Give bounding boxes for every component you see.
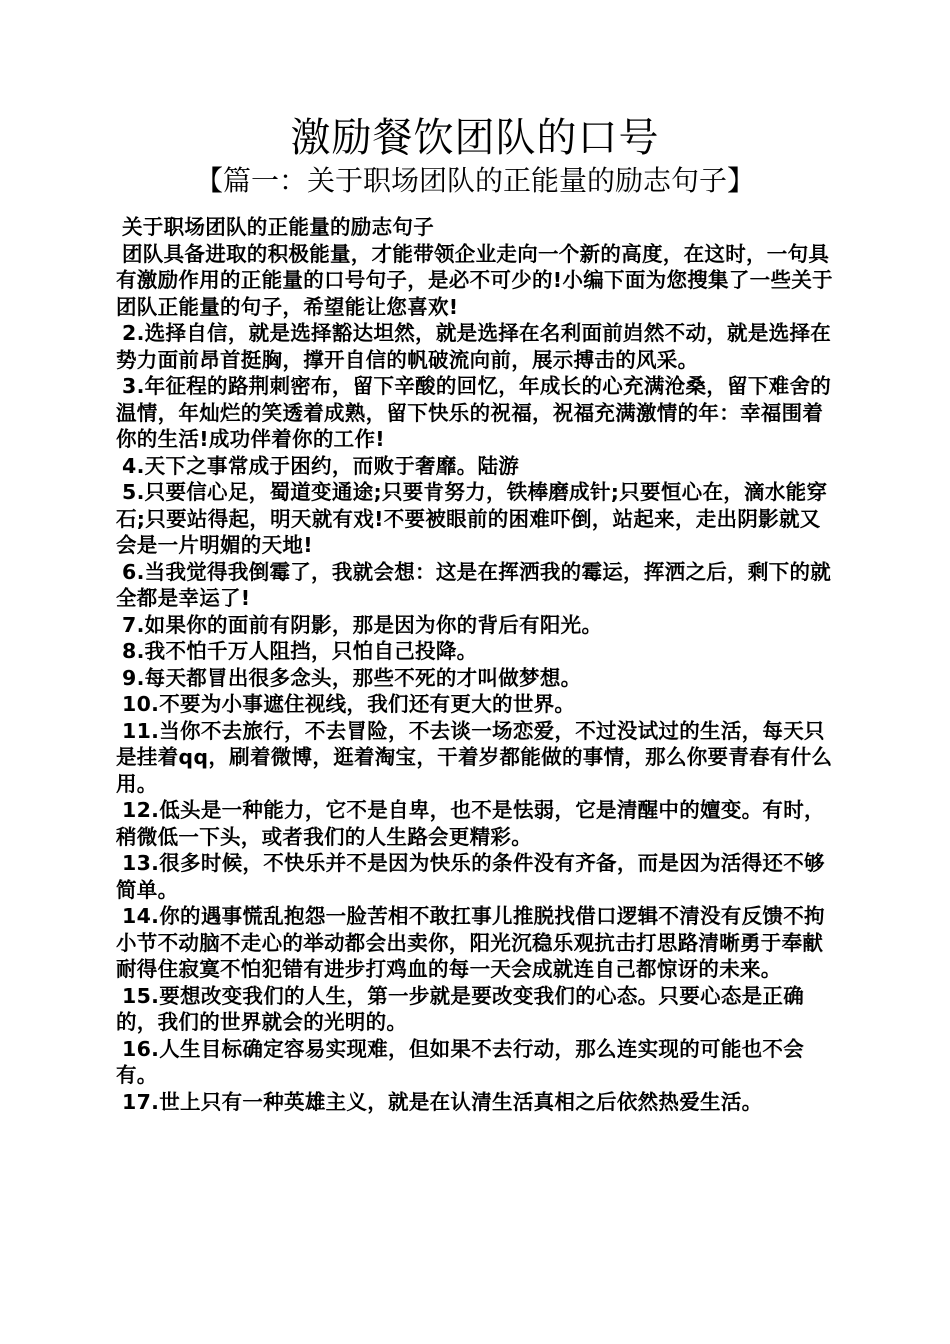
paragraph: 3.年征程的路荆刺密布，留下辛酸的回忆，年成长的心充满沧桑，留下难舍的温情，年灿烂的笑透着成熟，留下快乐的祝福，祝福充满激情的年：幸福围着你的生活!成功伴着你的工作! (116, 374, 832, 451)
paragraph: 9.每天都冒出很多念头，那些不死的才叫做梦想。 (122, 665, 582, 690)
paragraph: 12.低头是一种能力，它不是自卑，也不是怯弱，它是清醒中的嬗变。有时，稍微低一下头，或者我们的人生路会更精彩。 (116, 798, 825, 849)
paragraph: 17.世上只有一种英雄主义，就是在认清生活真相之后依然热爱生活。 (122, 1089, 763, 1114)
paragraph: 2.选择自信，就是选择豁达坦然，就是选择在名利面前岿然不动，就是选择在势力面前昂首挺胸，撑开自信的帆破流向前，展示搏击的风采。 (116, 321, 832, 372)
paragraph: 10.不要为小事遮住视线，我们还有更大的世界。 (122, 692, 576, 716)
paragraph: 15.要想改变我们的人生，第一步就是要改变我们的心态。只要心态是正确的，我们的世界就会的光明的。 (116, 983, 805, 1034)
document-subtitle: 【篇一：关于职场团队的正能量的励志句子】 (194, 164, 755, 197)
paragraph: 4.天下之事常成于困约，而败于奢靡。陆游 (122, 453, 520, 478)
paragraph: 16.人生目标确定容易实现难，但如果不去行动，那么连实现的可能也不会有。 (116, 1036, 805, 1087)
document-title: 激励餐饮团队的口号 (290, 115, 660, 161)
paragraph: 13.很多时候，不快乐并不是因为快乐的条件没有齐备，而是因为活得还不够简单。 (116, 851, 825, 902)
paragraph: 7.如果你的面前有阴影，那是因为你的背后有阳光。 (122, 612, 603, 637)
document-body (116, 214, 838, 1115)
paragraph: 团队具备进取的积极能量，才能带领企业走向一个新的高度，在这时，一句具有激励作用的正能量的口号句子，是必不可少的!小编下面为您搜集了一些关于团队正能量的句子，希望能让您喜欢! (116, 241, 833, 319)
paragraph: 5.只要信心足，蜀道变通途;只要肯努力，铁棒磨成针;只要恒心在，滴水能穿石;只要站得起，明天就有戏!不要被眼前的困难吓倒，站起来，走出阴影就又会是一片明媚的天地! (116, 480, 828, 557)
paragraph: 11.当你不去旅行，不去冒险，不去谈一场恋爱，不过没试过的生活，每天只是挂着qq，刷着微博，逛着淘宝，干着岁都能做的事情，那么你要青春有什么用。 (116, 718, 833, 796)
section-heading: 关于职场团队的正能量的励志句子 (122, 215, 434, 239)
paragraph: 6.当我觉得我倒霉了，我就会想：这是在挥洒我的霉运，挥洒之后，剩下的就全都是幸运了! (116, 559, 832, 610)
paragraph: 14.你的遇事慌乱抱怨一脸苦相不敢扛事儿推脱找借口逻辑不清没有反馈不拘小节不动脑不走心的举动都会出卖你，阳光沉稳乐观抗击打思路清晰勇于奉献耐得住寂寞不怕犯错有进步打鸡血的每一天会成就连自己都惊讶的未来。 (116, 904, 825, 981)
paragraph: 8.我不怕千万人阻挡，只怕自己投降。 (122, 639, 478, 663)
